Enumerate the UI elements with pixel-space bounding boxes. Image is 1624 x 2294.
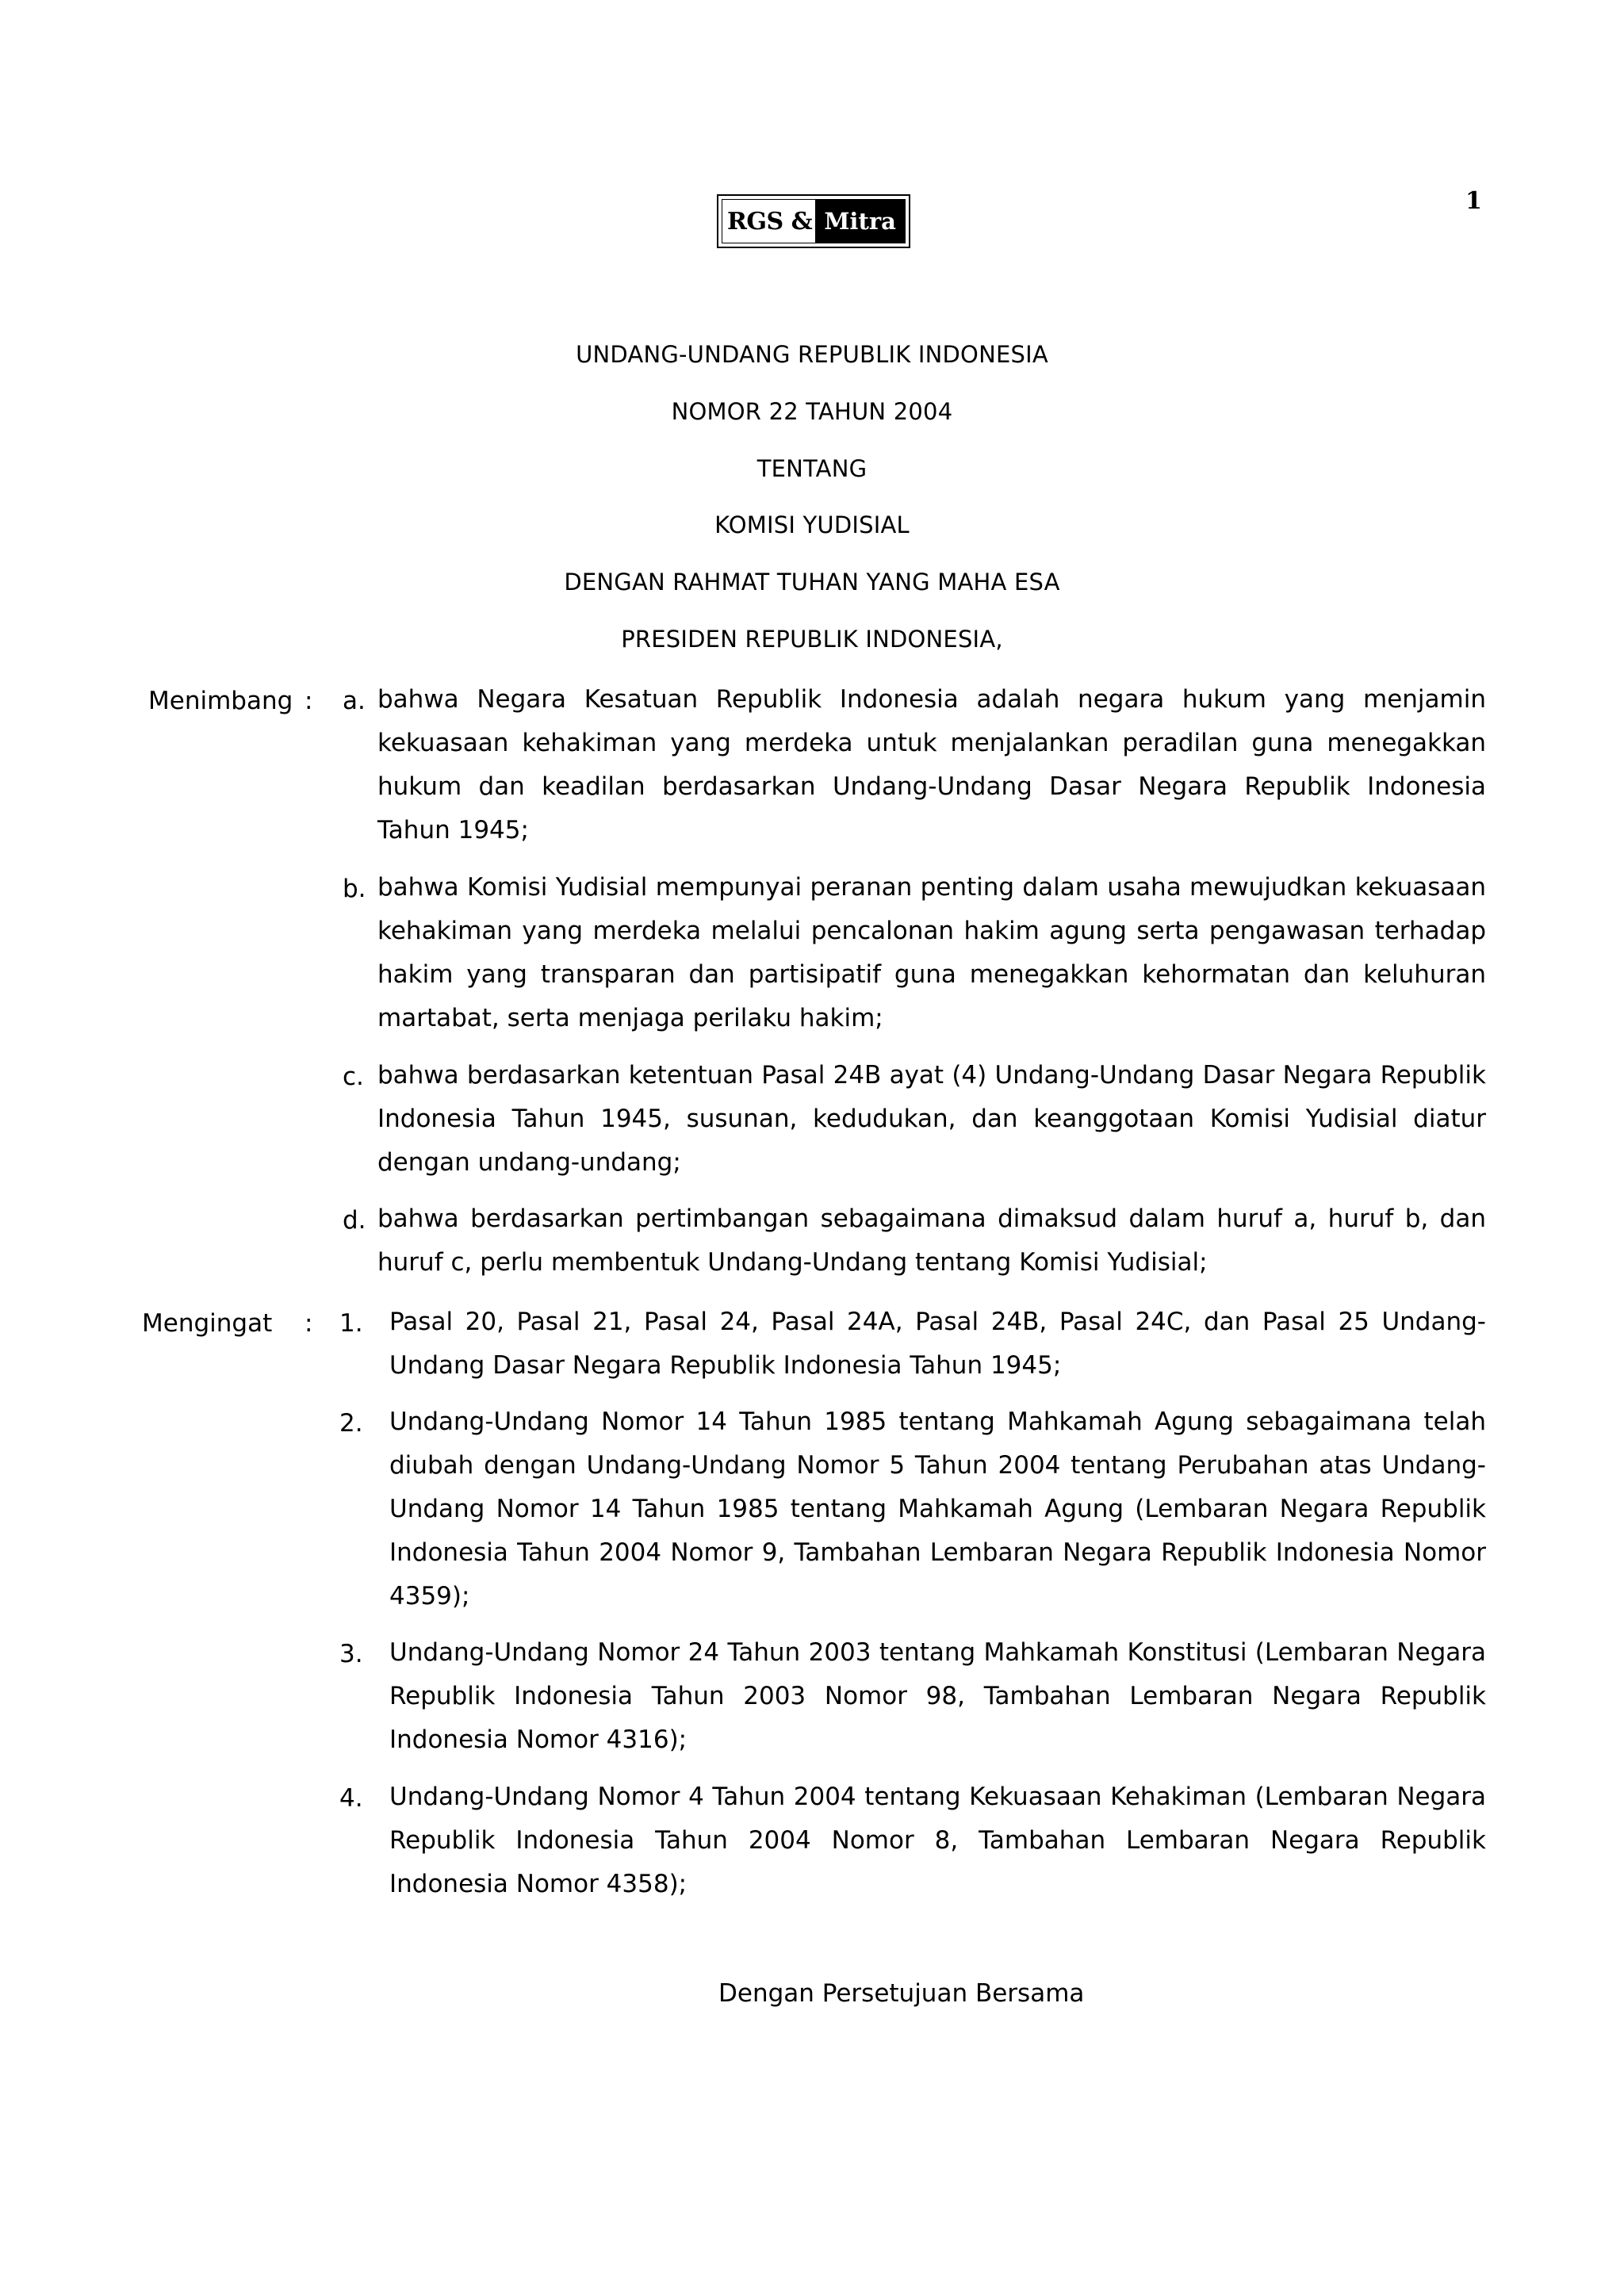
menimbang-item-marker: a. <box>343 687 366 715</box>
page-number: 1 <box>1465 187 1482 215</box>
mengingat-label: Mengingat <box>142 1309 273 1338</box>
menimbang-colon: : <box>304 687 313 715</box>
law-subject: KOMISI YUDISIAL <box>714 511 910 538</box>
menimbang-item-text: bahwa Negara Kesatuan Republik Indonesia adalah negara hukum yang menjamin kekuasaan kehakiman yang merdeka untuk menjalankan peradilan guna menegakkan hukum dan keadilan berdasarkan Undang-Undang Dasar Negara Republik Indonesia Tahun 1945; <box>377 685 1486 844</box>
mengingat-item-text: Undang-Undang Nomor 14 Tahun 1985 tentang Mahkamah Agung sebagaimana telah diubah dengan Undang-Undang Nomor 5 Tahun 2004 tentang Perubahan atas Undang-Undang Nomor 14 Tahun 1985 tentang Mahkamah Agung (Lembaran Negara Republik Indonesia Tahun 2004 Nomor 9, Tambahan Lembaran Negara Republik Indonesia Nomor 4359); <box>389 1407 1486 1610</box>
menimbang-item-text: bahwa Komisi Yudisial mempunyai peranan penting dalam usaha mewujudkan kekuasaan kehakiman yang merdeka melalui pencalonan hakim agung serta pengawasan terhadap hakim yang transparan dan partisipatif guna menegakkan kehormatan dan keluhuran martabat, serta menjaga perilaku hakim; <box>377 873 1486 1032</box>
mengingat-colon: : <box>304 1309 313 1338</box>
menimbang-item-marker: c. <box>343 1063 364 1091</box>
menimbang-item-marker: d. <box>343 1206 366 1235</box>
logo-left-text: RGS & <box>727 207 813 236</box>
law-number: NOMOR 22 TAHUN 2004 <box>671 398 953 425</box>
mengingat-item-text: Undang-Undang Nomor 4 Tahun 2004 tentang Kekuasaan Kehakiman (Lembaran Negara Republik Indonesia Tahun 2004 Nomor 8, Tambahan Lembaran Negara Republik Indonesia Nomor 4358); <box>389 1783 1486 1898</box>
mengingat-item-text: Undang-Undang Nomor 24 Tahun 2003 tentang Mahkamah Konstitusi (Lembaran Negara Republik Indonesia Tahun 2003 Nomor 98, Tambahan Lembaran Negara Republik Indonesia Nomor 4316); <box>389 1638 1486 1754</box>
law-invocation: DENGAN RAHMAT TUHAN YANG MAHA ESA <box>564 569 1060 596</box>
mengingat-item-marker: 4. <box>339 1784 363 1813</box>
menimbang-item-text: bahwa berdasarkan ketentuan Pasal 24B ayat (4) Undang-Undang Dasar Negara Republik Indonesia Tahun 1945, susunan, kedudukan, dan keanggotaan Komisi Yudisial diatur dengan undang-undang; <box>377 1061 1486 1177</box>
law-tentang: TENTANG <box>756 455 868 482</box>
law-title: UNDANG-UNDANG REPUBLIK INDONESIA <box>576 341 1048 368</box>
law-president: PRESIDEN REPUBLIK INDONESIA, <box>621 626 1003 653</box>
mengingat-item-marker: 1. <box>339 1309 363 1338</box>
mengingat-item-text: Pasal 20, Pasal 21, Pasal 24, Pasal 24A, Pasal 24B, Pasal 24C, dan Pasal 25 Undang-Undang Dasar Negara Republik Indonesia Tahun 1945; <box>389 1308 1486 1380</box>
logo-right-text: Mitra <box>815 200 905 243</box>
mengingat-item-marker: 3. <box>339 1640 363 1668</box>
menimbang-label: Menimbang <box>148 687 293 715</box>
approval-statement: Dengan Persetujuan Bersama <box>718 1979 1085 2008</box>
mengingat-item-marker: 2. <box>339 1409 363 1438</box>
menimbang-item-marker: b. <box>343 875 366 903</box>
logo-frame <box>722 199 906 243</box>
menimbang-item-text: bahwa berdasarkan pertimbangan sebagaimana dimaksud dalam huruf a, huruf b, dan huruf c, perlu membentuk Undang-Undang tentang Komisi Yudisial; <box>377 1204 1486 1277</box>
publisher-logo <box>717 194 910 248</box>
